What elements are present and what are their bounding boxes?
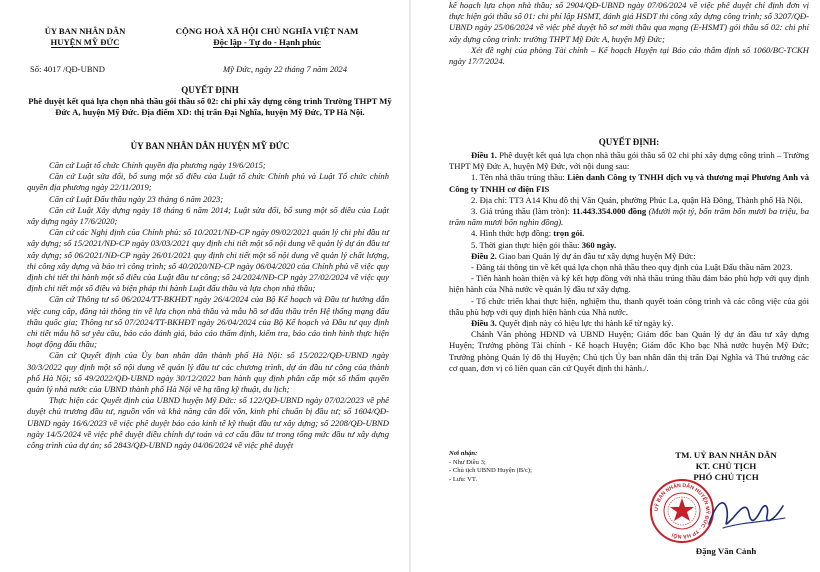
- legal-basis-paragraph: Căn cứ Luật Xây dựng ngày 18 tháng 6 năm 2014; Luật sửa đổi, bổ sung một số điều của Luật xây dựng ngày 17/6/2020;: [27, 204, 389, 227]
- continuation-paragraph: kế hoạch lựa chọn nhà thầu; số 2904/QĐ-UBND ngày 07/06/2024 về việc phê duyệt chỉ định đơn vị thực hiện gói thầu số 01: chi phí lập HSMT, đánh giá HSDT thi công xây dựng công trình; số 3207/QĐ-UBND ngày 25/06/2024 về việc phê duyệt hồ sơ mời thầu qua mạng (E-HSMT) gói thầu số 02: chi phí xây dựng công trình: trường THPT Mỹ Đức A, huyện Mỹ Đức;: [449, 0, 809, 44]
- article-2-item: - Tổ chức triển khai thực hiện, nghiệm thu, thanh quyết toán công trình và các công việc của gói thầu phù hợp với quy định hiện hành của Nhà nước.: [449, 295, 809, 317]
- legal-basis: [27, 160, 389, 451]
- contractor-name: Liên danh Công ty TNHH dịch vụ và thương mại Phương Anh và Công ty TNHH cơ điện FIS: [449, 172, 809, 194]
- article-1-duration: [449, 240, 809, 251]
- document-subtitle: Phê duyệt kết quả lựa chọn nhà thầu gói thầu số 02: chi phí xây dựng công trình Trường THPT Mỹ Đức A, huyện Mỹ Đức. Địa điểm XD: thị trấn Đại Nghĩa, huyện Mỹ Đức, TP Hà Nội.: [28, 96, 392, 117]
- article-3-label: Điều 3.: [471, 318, 497, 329]
- document-title: QUYẾT ĐỊNH: [181, 85, 239, 95]
- document-number: Số: 4017 /QĐ-UBND: [30, 64, 105, 74]
- duration-value: 360 ngày.: [581, 239, 617, 250]
- signature-line-2: KT. CHỦ TỊCH: [695, 460, 757, 471]
- contractor-label: 1. Tên nhà thầu trúng thầu:: [471, 172, 568, 183]
- national-motto: Độc lập - Tự do - Hạnh phúc: [213, 36, 321, 47]
- article-1-text: Phê duyệt kết quả lựa chọn nhà thầu gói thầu số 02 chi phí xây dựng công trình – Trường THPT Mỹ Đức A, huyện Mỹ Đức, với nội dung sau:: [449, 150, 809, 172]
- national-header: [142, 26, 392, 48]
- issuing-body: ỦY BAN NHÂN DÂN HUYỆN MỸ ĐỨC: [130, 141, 290, 151]
- article-1-contract-type: [449, 228, 809, 239]
- article-1-label: Điều 1.: [471, 150, 497, 160]
- issuer-line-2: HUYỆN MỸ ĐỨC: [50, 36, 120, 47]
- recipient-line: - Như Điều 3;: [449, 458, 486, 466]
- signature-line-1: TM. UỶ BAN NHÂN DÂN: [675, 450, 777, 460]
- legal-basis-paragraph: Thực hiện các Quyết định của UBND huyện Mỹ Đức: số 122/QĐ-UBND ngày 07/02/2023 về phê duyệt chủ trương đầu tư, nguồn vốn và khả năng cân đối vốn, kinh phí chuẩn bị đầu tư; số 1604/QĐ-UBND ngày 16/6/2023 về việc phê duyệt báo cáo kinh tế kỹ thuật đầu tư xây dựng; số 2208/QĐ-UBND ngày 14/5/2024 về việc phê duyệt điều chỉnh dự toán và cơ cấu đầu tư trong tổng mức đầu tư xây dựng công trình của dự án; số 2843/QĐ-UBND ngày 04/06/2024 về việc phê duyệt: [27, 395, 389, 451]
- article-2-item: - Tiến hành hoàn thiện và ký kết hợp đồng với nhà thầu trúng thầu đảm bảo phù hợp với quy định hiện hành của Nhà nước về quản lý đầu tư xây dựng.: [449, 273, 809, 295]
- issuer-line-1: ỦY BAN NHÂN DÂN: [44, 26, 126, 36]
- recipients-label: Nơi nhận:: [449, 450, 478, 457]
- price-label: 3. Giá trúng thầu (làm tròn):: [471, 206, 573, 217]
- price-value: 11.443.354.000 đồng: [572, 206, 647, 217]
- legal-basis-paragraph: Căn cứ Luật Đấu thầu ngày 23 tháng 6 năm 2023;: [49, 193, 224, 204]
- document-date: Mỹ Đức, ngày 22 tháng 7 năm 2024: [222, 64, 348, 74]
- recipient-line: - Chủ tịch UBND Huyện (B/c);: [449, 467, 532, 475]
- legal-basis-paragraph: Căn cứ Thông tư số 06/2024/TT-BKHĐT ngày 26/4/2024 của Bộ Kế hoạch và Đầu tư hướng dẫn việc cung cấp, đăng tải thông tin về lựa chọn nhà thầu và mẫu hồ sơ đấu thầu trên Hệ thống mạng đấu thầu quốc gia; Thông tư số 07/2024/TT-BKHĐT ngày 26/04/2024 của Bộ Kế hoạch và Đầu tư quy định chi tiết mẫu hồ sơ yêu cầu, báo cáo đánh giá, báo cáo thẩm định, kiểm tra, báo cáo tình hình thực hiện hoạt động đấu thầu;: [27, 294, 389, 350]
- signer-name: Đặng Văn Cảnh: [695, 546, 757, 556]
- legal-basis-continued: [449, 0, 809, 67]
- contract-type-label: 4. Hình thức hợp đồng:: [471, 228, 554, 239]
- article-1-address: 2. Địa chỉ: TT3 A14 Khu đô thị Văn Quán, phường Phúc La, quận Hà Đông, Thành phố Hà Nội.: [471, 194, 803, 205]
- issuer-header: [30, 26, 140, 48]
- recipients: [449, 450, 609, 484]
- decision-articles: [449, 150, 809, 374]
- legal-basis-paragraph: Căn cứ các Nghị định của Chính phủ: số 10/2021/NĐ-CP ngày 09/02/2021 quản lý chi phí đầu tư xây dựng; số 15/2021/NĐ-CP ngày 03/03/2021 quy định chi tiết một số nội dung về quản lý dự án đầu tư xây dựng; số 06/2021/NĐ-CP ngày 26/01/2021 quy định chi tiết một số nội dung về quản lý chất lượng, thi công xây dựng và bảo trì công trình; số 40/2020/NĐ-CP ngày 06/04/2020 của Chính phủ về việc quy định chi tiết thi hành một số điều của Luật đầu tư công; số 24/2024/NĐ-CP ngày 27/02/2024 về việc quy định chi tiết một số điều và biện pháp thi hành Luật đấu thầu và lựa chọn nhà thầu;: [27, 227, 389, 294]
- article-1-price: [449, 206, 809, 228]
- price-words: (Mười một tỷ, bốn trăm bốn mươi ba triệu, ba trăm năm mươi bốn nghìn đồng).: [449, 206, 809, 228]
- article-2-label: Điều 2.: [471, 250, 497, 261]
- article-3-body: Chánh Văn phòng HĐND và UBND Huyện; Giám đốc ban Quản lý dự án đầu tư xây dựng Huyện; Trưởng phòng Tài chính - Kế hoạch Huyện; Giám đốc Kho bạc Nhà nước huyện Mỹ Đức; Trưởng phòng Quản lý đô thị Huyện; Chủ tịch Ủy ban nhân dân thị trấn Đại Nghĩa và Thủ trưởng các cơ quan, đơn vị có liên quan căn cứ Quyết định thi hành./.: [449, 329, 809, 373]
- article-2-item: - Đăng tải thông tin về kết quả lựa chọn nhà thầu theo quy định của Luật Đấu thầu năm 2023.: [471, 262, 793, 273]
- legal-basis-paragraph: Căn cứ Luật tổ chức Chính quyền địa phương ngày 19/6/2015;: [49, 160, 266, 170]
- article-1-contractor: [449, 172, 809, 194]
- signature-line-3: PHÓ CHỦ TỊCH: [693, 471, 759, 482]
- document-page-2: [411, 0, 820, 572]
- duration-label: 5. Thời gian thực hiện gói thầu:: [471, 239, 582, 250]
- seal-text: UỶ BAN NHÂN DÂN HUYỆN MỸ ĐỨC - TP HÀ NỘI: [653, 482, 711, 540]
- recipient-line: - Lưu: VT.: [449, 475, 478, 483]
- legal-basis-paragraph: Căn cứ Quyết định của Ủy ban nhân dân thành phố Hà Nội: số 15/2022/QĐ-UBND ngày 30/3/2022 quy định một số nội dung về quản lý đầu tư các chương trình, dự án đầu tư công của thành phố Hà Nội; số 49/2022/QĐ-UBND ngày 30/12/2022 ban hành quy định phân cấp một số thẩm quyền quản lý nhà nước của UBND thành phố Hà Nội về hạ tầng kỹ thuật, du lịch;: [27, 350, 389, 395]
- decision-heading: QUYẾT ĐỊNH:: [598, 137, 660, 147]
- article-3-text: Quyết định này có hiệu lực thi hành kể từ ngày ký.: [496, 318, 674, 329]
- article-1: [449, 150, 809, 172]
- continuation-paragraph: Xét đề nghị của phòng Tài chính – Kế hoạch Huyện tại Báo cáo thẩm định số 1060/BC-TCKH ngày 17/7/2024.: [449, 44, 809, 67]
- document-page-1: [0, 0, 409, 572]
- national-title: CỘNG HOÀ XÃ HỘI CHỦ NGHĨA VIỆT NAM: [175, 26, 359, 36]
- article-2-text: Giao ban Quản lý dự án đầu tư xây dựng huyện Mỹ Đức:: [496, 250, 696, 261]
- legal-basis-paragraph: Căn cứ Luật sửa đổi, bổ sung một số điều của Luật tổ chức Chính phủ và Luật Tổ chức chính quyền địa phương ngày 22/11/2019;: [27, 171, 389, 193]
- contract-type-value: trọn gói.: [553, 228, 585, 239]
- article-2: [449, 251, 809, 262]
- article-3: [449, 318, 809, 329]
- handwritten-signature-icon: [703, 492, 789, 536]
